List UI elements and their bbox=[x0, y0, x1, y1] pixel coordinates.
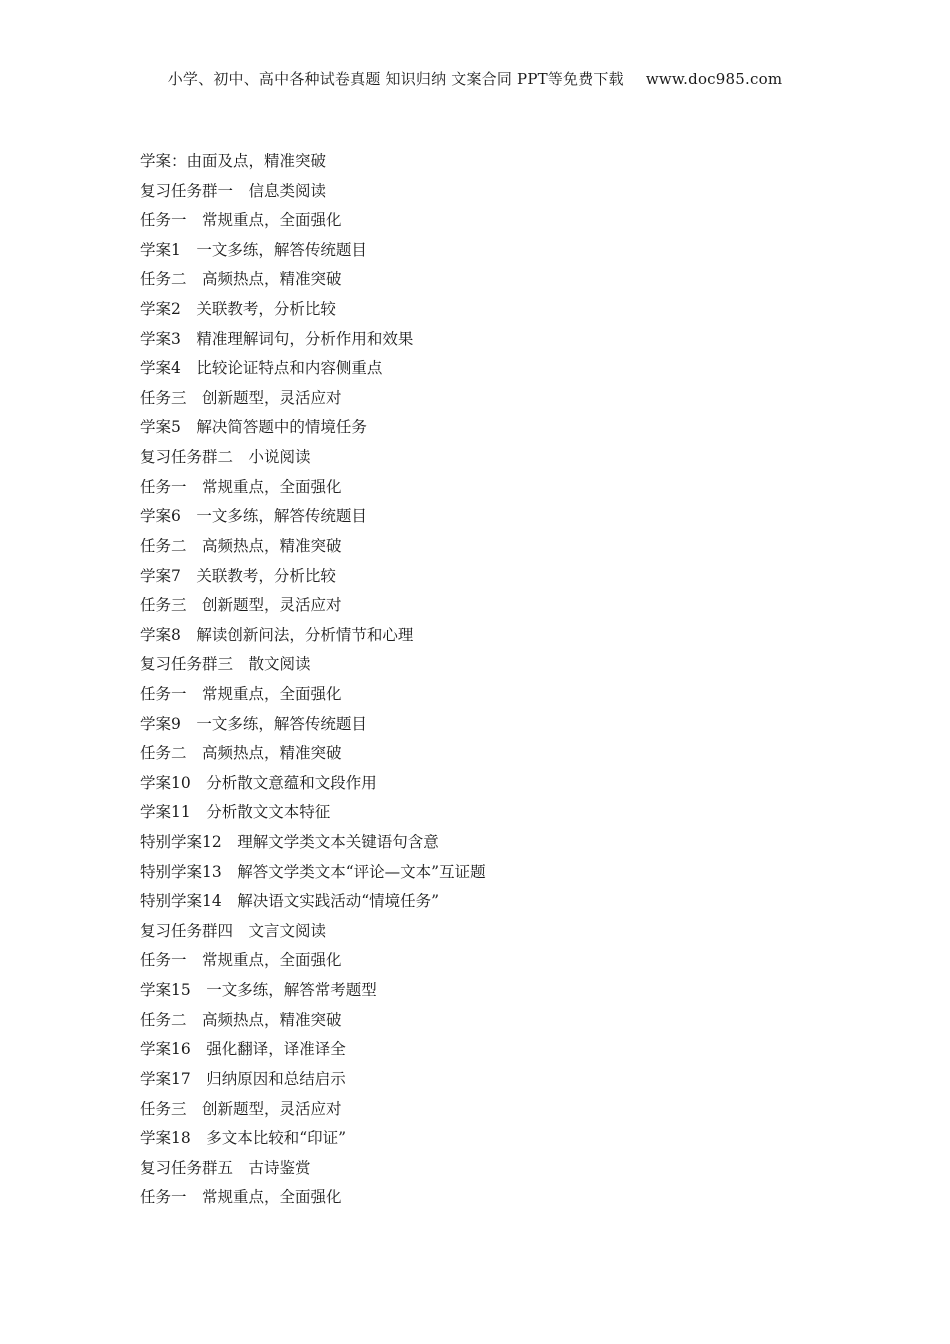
toc-item: 特别学案13 解答文学类文本“评论—文本”互证题 bbox=[140, 862, 486, 881]
page-header bbox=[0, 68, 950, 90]
toc-item: 任务一 常规重点，全面强化 bbox=[140, 477, 342, 496]
toc-item: 学案3 精准理解词句，分析作用和效果 bbox=[140, 329, 414, 348]
toc-item: 复习任务群二 小说阅读 bbox=[140, 448, 311, 467]
toc-item: 学案16 强化翻译，译准译全 bbox=[140, 1040, 346, 1059]
toc-item: 特别学案12 理解文学类文本关键语句含意 bbox=[140, 833, 439, 852]
table-of-contents bbox=[140, 147, 840, 1213]
toc-item: 学案10 分析散文意蕴和文段作用 bbox=[140, 773, 377, 792]
toc-item: 复习任务群三 散文阅读 bbox=[140, 655, 311, 674]
toc-item: 学案18 多文本比较和“印证” bbox=[140, 1129, 347, 1148]
toc-item: 复习任务群五 古诗鉴赏 bbox=[140, 1158, 311, 1177]
toc-item: 任务二 高频热点，精准突破 bbox=[140, 270, 342, 289]
toc-item: 任务一 常规重点，全面强化 bbox=[140, 684, 342, 703]
toc-item: 学案11 分析散文文本特征 bbox=[140, 803, 331, 822]
toc-item: 任务二 高频热点，精准突破 bbox=[140, 536, 342, 555]
toc-item: 学案8 解读创新问法，分析情节和心理 bbox=[140, 625, 414, 644]
toc-item: 任务一 常规重点，全面强化 bbox=[140, 951, 342, 970]
toc-item: 学案5 解决简答题中的情境任务 bbox=[140, 418, 367, 437]
toc-item: 学案15 一文多练，解答常考题型 bbox=[140, 981, 377, 1000]
toc-item: 学案7 关联教考，分析比较 bbox=[140, 566, 336, 585]
toc-item: 复习任务群一 信息类阅读 bbox=[140, 181, 327, 200]
toc-item: 任务一 常规重点，全面强化 bbox=[140, 1188, 342, 1207]
toc-item: 学案1 一文多练，解答传统题目 bbox=[140, 240, 367, 259]
toc-item: 学案9 一文多练，解答传统题目 bbox=[140, 714, 367, 733]
toc-item: 特别学案14 解决语文实践活动“情境任务” bbox=[140, 892, 440, 911]
toc-item: 任务一 常规重点，全面强化 bbox=[140, 211, 342, 230]
header-text: 小学、初中、高中各种试卷真题 知识归纳 文案合同 PPT等免费下载 bbox=[167, 70, 624, 88]
toc-item: 复习任务群四 文言文阅读 bbox=[140, 921, 327, 940]
toc-item: 任务三 创新题型，灵活应对 bbox=[140, 1099, 342, 1118]
toc-item: 学案2 关联教考，分析比较 bbox=[140, 300, 336, 319]
toc-item: 学案4 比较论证特点和内容侧重点 bbox=[140, 359, 383, 378]
toc-item: 任务三 创新题型，灵活应对 bbox=[140, 596, 342, 615]
header-site-link[interactable]: www.doc985.com bbox=[645, 70, 783, 88]
toc-item: 任务三 创新题型，灵活应对 bbox=[140, 388, 342, 407]
toc-item: 学案6 一文多练，解答传统题目 bbox=[140, 507, 367, 526]
toc-item: 学案17 归纳原因和总结启示 bbox=[140, 1069, 346, 1088]
toc-item: 任务二 高频热点，精准突破 bbox=[140, 1010, 342, 1029]
toc-item: 任务二 高频热点，精准突破 bbox=[140, 744, 342, 763]
toc-item: 学案：由面及点，精准突破 bbox=[140, 152, 327, 170]
